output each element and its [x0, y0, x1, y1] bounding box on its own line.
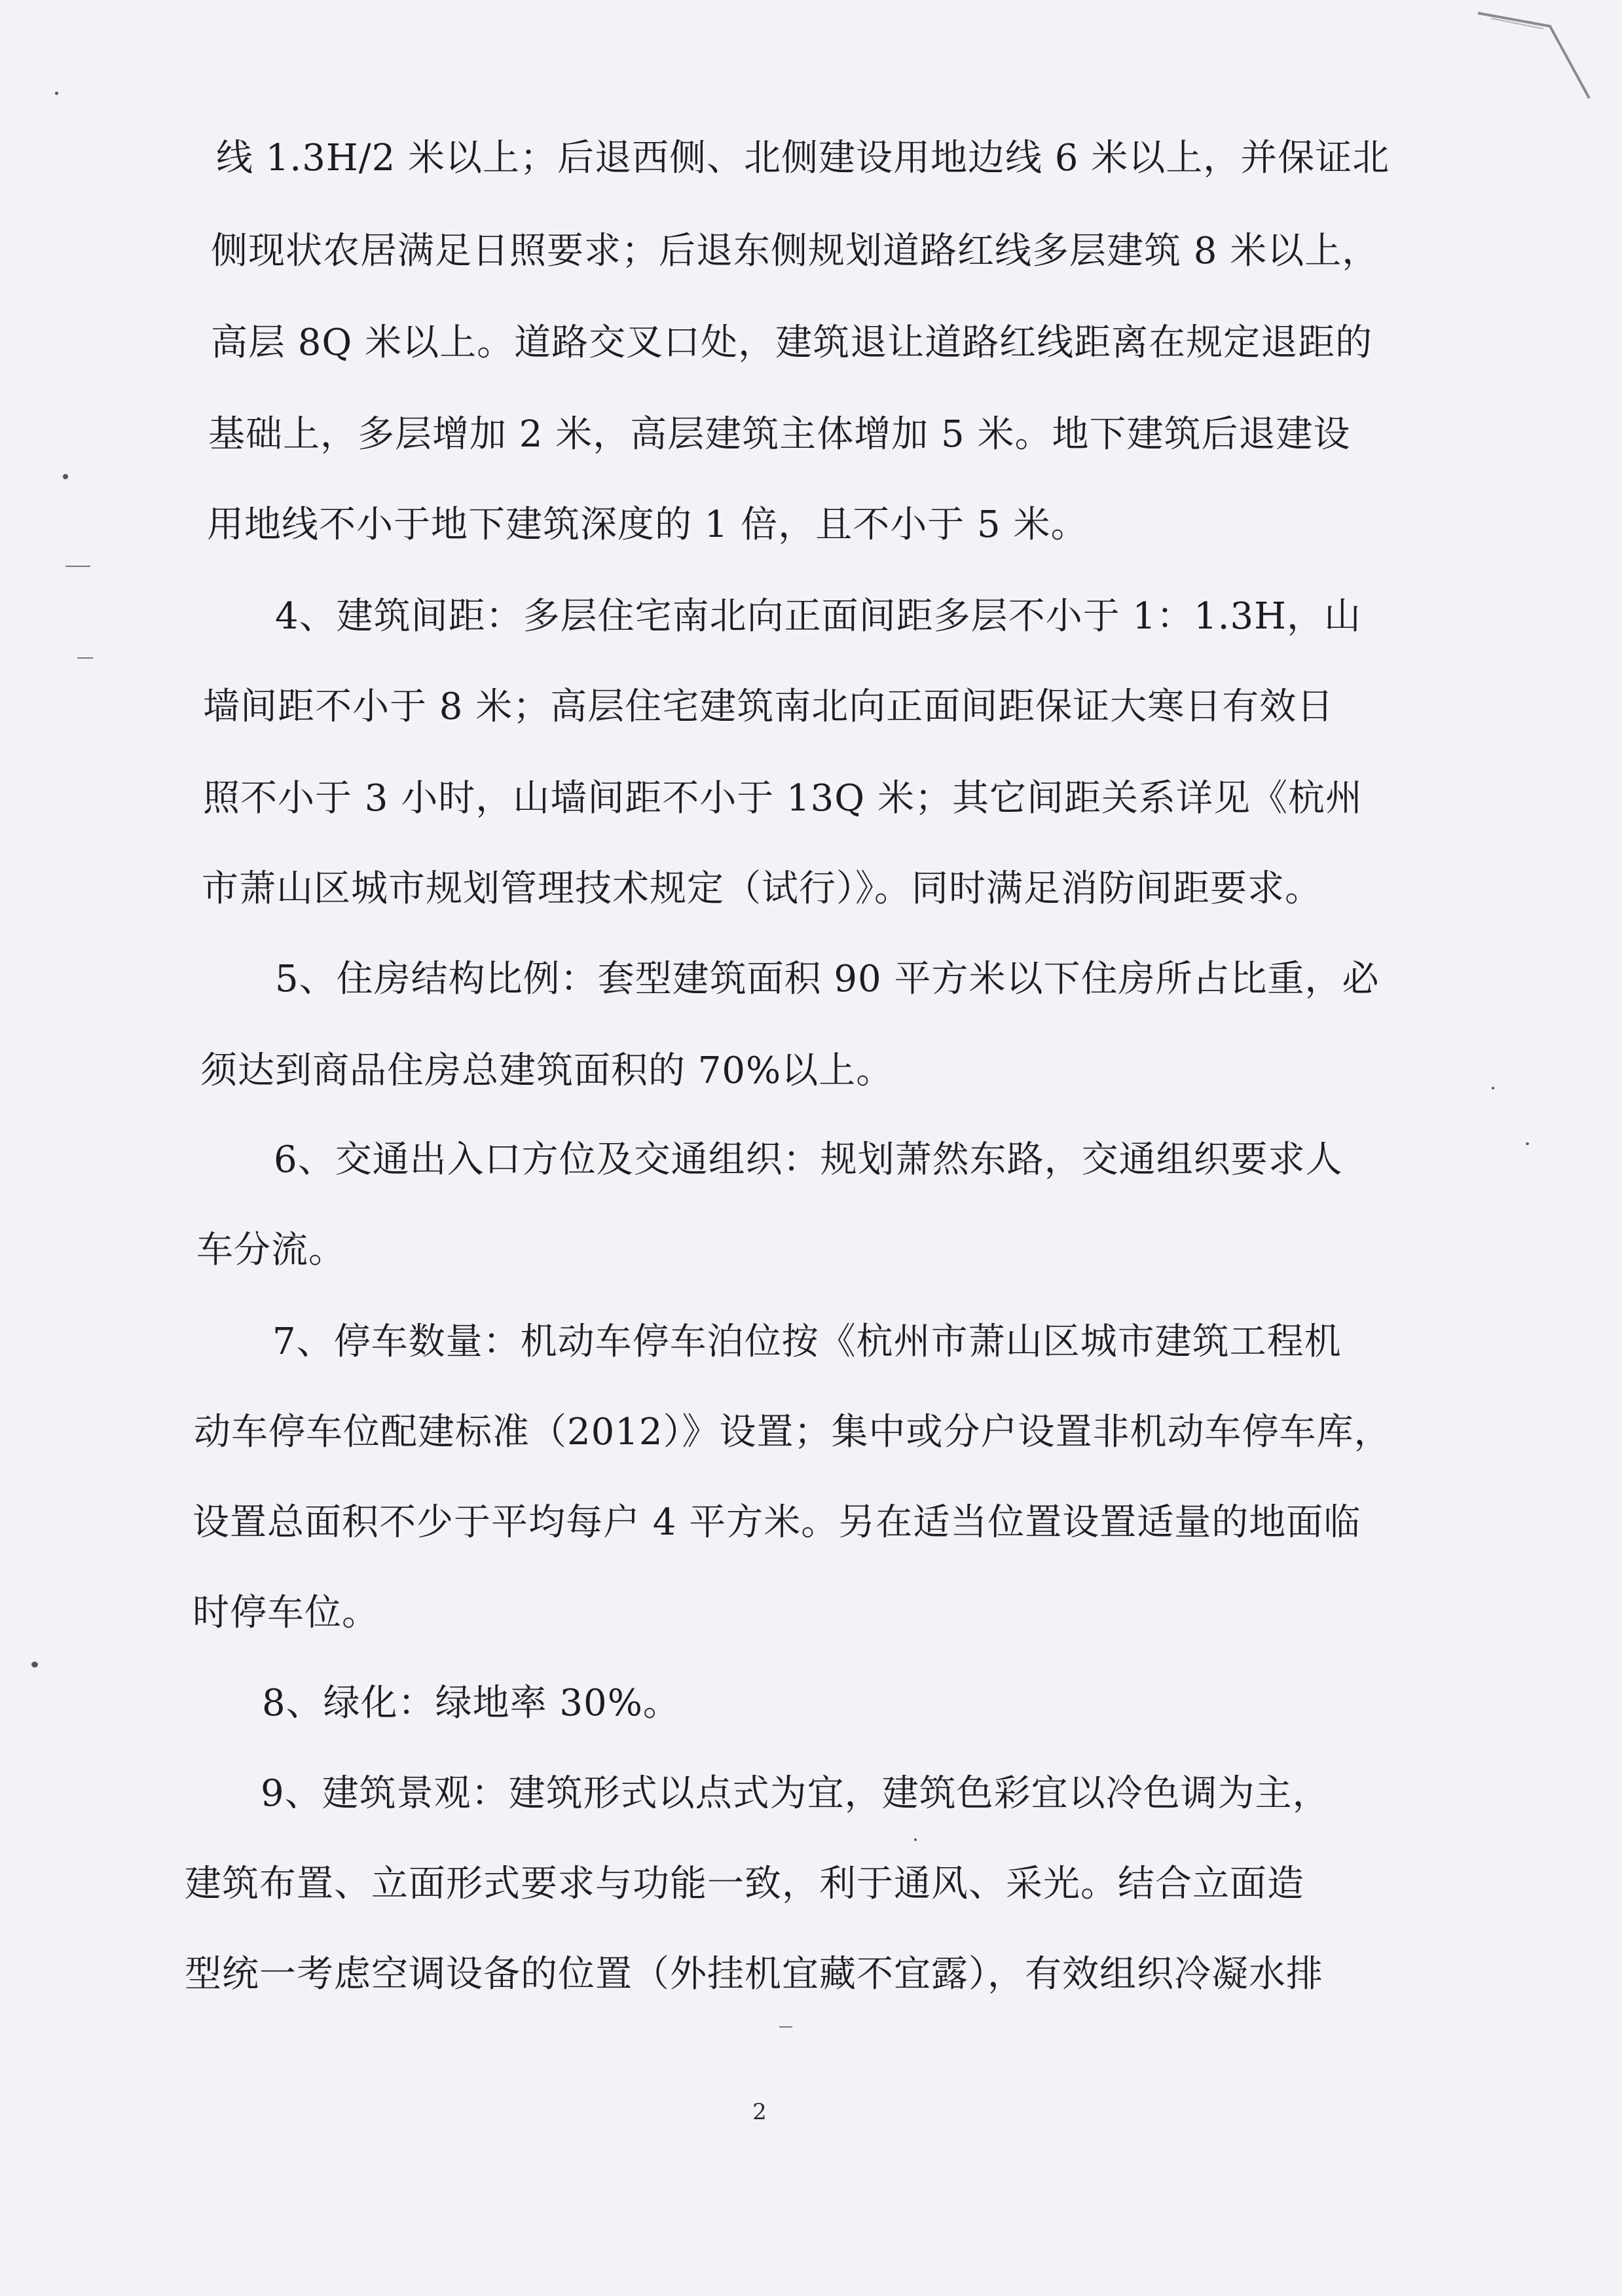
text-line: 市萧山区城市规划管理技术规定（试行）》。同时满足消防间距要求。 — [202, 867, 1322, 910]
scan-speck — [914, 1838, 917, 1841]
scan-speck — [31, 1662, 38, 1667]
text-line: 侧现状农居满足日照要求；后退东侧规划道路红线多层建筑 8 米以上， — [211, 230, 1380, 272]
text-line: 须达到商品住房总建筑面积的 70%以上。 — [200, 1049, 894, 1092]
scan-mark — [77, 657, 93, 659]
text-line: 型统一考虑空调设备的位置（外挂机宜藏不宜露），有效组织冷凝水排 — [185, 1953, 1323, 1995]
text-line: 线 1.3H/2 米以上；后退西侧、北侧建设用地边线 6 米以上，并保证北 — [216, 137, 1390, 179]
text-line: 时停车位。 — [193, 1592, 379, 1634]
text-line: 建筑布置、立面形式要求与功能一致，利于通风、采光。结合立面造 — [185, 1863, 1304, 1905]
scan-speck — [1526, 1142, 1529, 1145]
text-line: 6、交通出入口方位及交通组织：规划萧然东路，交通组织要求人 — [274, 1139, 1343, 1181]
text-line: 7、停车数量：机动车停车泊位按《杭州市萧山区城市建筑工程机 — [272, 1321, 1342, 1363]
text-line: 照不小于 3 小时，山墙间距不小于 13Q 米；其它间距关系详见《杭州 — [203, 777, 1363, 820]
scan-mark — [65, 566, 90, 567]
text-line: 动车停车位配建标准（2012）》设置；集中或分户设置非机动车停车库， — [194, 1411, 1392, 1453]
text-line: 车分流。 — [196, 1229, 346, 1271]
scan-speck — [1492, 1087, 1494, 1089]
text-line: 基础上，多层增加 2 米，高层建筑主体增加 5 米。地下建筑后退建设 — [208, 413, 1351, 456]
text-line: 墙间距不小于 8 米；高层住宅建筑南北向正面间距保证大寒日有效日 — [203, 685, 1335, 728]
scan-speck — [55, 92, 58, 95]
text-line: 8、绿化：绿地率 30%。 — [262, 1682, 680, 1724]
text-line: 用地线不小于地下建筑深度的 1 倍，且不小于 5 米。 — [207, 503, 1088, 546]
text-line: 5、住房结构比例：套型建筑面积 90 平方米以下住房所占比重，必 — [275, 958, 1380, 1000]
scan-mark — [779, 2026, 792, 2028]
text-line: 设置总面积不少于平均每户 4 平方米。另在适当位置设置适量的地面临 — [193, 1501, 1361, 1544]
page-number: 2 — [752, 2099, 767, 2125]
text-line: 高层 8Q 米以上。道路交叉口处，建筑退让道路红线距离在规定退距的 — [211, 321, 1373, 364]
scan-speck — [63, 474, 68, 479]
folded-corner-mark — [1452, 0, 1622, 111]
text-line: 4、建筑间距：多层住宅南北向正面间距多层不小于 1：1.3H，山 — [275, 595, 1361, 638]
text-line: 9、建筑景观：建筑形式以点式为宜，建筑色彩宜以冷色调为主， — [261, 1772, 1330, 1815]
